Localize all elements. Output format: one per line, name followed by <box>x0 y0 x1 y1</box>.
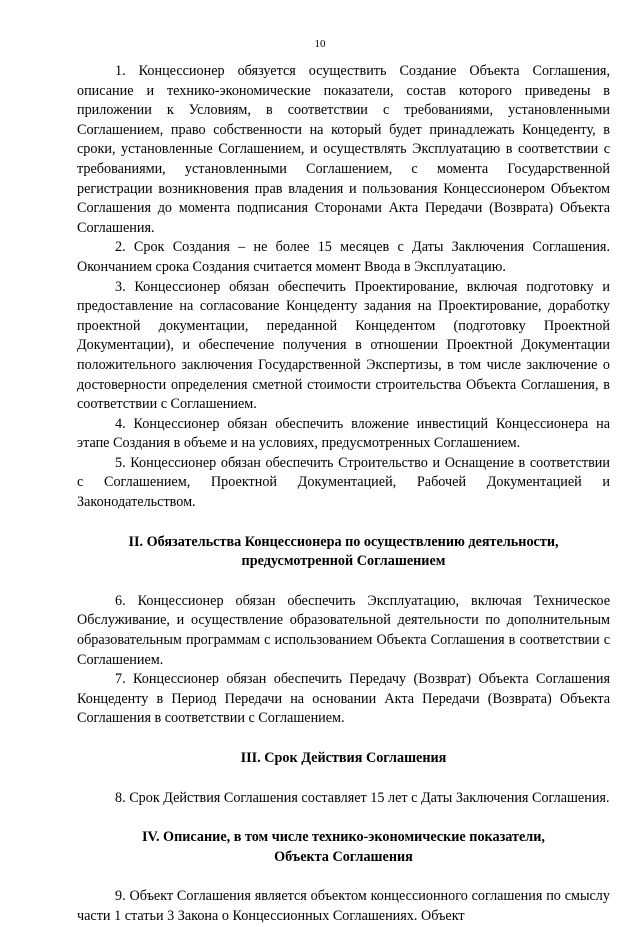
clause-7: 7. Концессионер обязан обеспечить Передачу (Возврат) Объекта Соглашения Концеденту в Период Передачи на основании Акта Передачи (Возврата) Объекта Соглашения в соответствии с Соглашением. <box>77 671 610 727</box>
clause-3: 3. Концессионер обязан обеспечить Проектирование, включая подготовку и предоставление на согласование Концеденту задания на Проектирование, доработку проектной документации, переданной Концедентом (подготовку Проектной Документации), и обеспечение получения в отношении Проектной Документации положительного заключения Государственной Экспертизы, в том числе заключение о достоверности определения сметной стоимости строительства Объекта Соглашения, в соответствии с Соглашением. <box>77 278 610 413</box>
clause-5: 5. Концессионер обязан обеспечить Строительство и Оснащение в соответствии с Соглашением, Проектной Документацией, Рабочей Документацией и Законодательством. <box>77 454 610 511</box>
clause-8: 8. Срок Действия Соглашения составляет 15 лет с Даты Заключения Соглашения. <box>115 789 610 806</box>
document-body <box>77 62 610 927</box>
section-heading-4: IV. Описание, в том числе технико-экономические показатели, Объекта Соглашения <box>142 829 545 865</box>
spacer <box>77 572 610 592</box>
section-heading-3: III. Срок Действия Соглашения <box>240 750 447 766</box>
clause-9: 9. Объект Соглашения является объектом концессионного соглашения по смыслу части 1 статьи 3 Закона о Концессионных Соглашениях. Объект <box>77 888 610 924</box>
clause-2: 2. Срок Создания – не более 15 месяцев с Даты Заключения Соглашения. Окончанием срока Создания считается момент Ввода в Эксплуатацию. <box>77 239 610 275</box>
clause-1: 1. Концессионер обязуется осуществить Создание Объекта Соглашения, описание и технико-экономические показатели, состав которого приведены в приложении к Условиям, в соответствии с требованиями, установленными Соглашением, право собственности на который будет принадлежать Концеденту, в сроки, установленные Соглашением, и осуществлять Эксплуатацию в соответствии с требованиями, установленными Соглашением, с момента Государственной регистрации возникновения прав владения и пользования Концессионером Объектом Соглашения до момента подписания Сторонами Акта Передачи (Возврата) Объекта Соглашения. <box>77 63 610 236</box>
spacer <box>77 769 610 789</box>
section-heading-2: II. Обязательства Концессионера по осуществлению деятельности, предусмотренной Соглашением <box>128 533 559 570</box>
page-number: 10 <box>314 38 326 50</box>
clause-6: 6. Концессионер обязан обеспечить Эксплуатацию, включая Техническое Обслуживание, и осуществление образовательной деятельности по дополнительным образовательным программам с использованием Объекта Соглашения в соответствии с Соглашением. <box>77 592 610 668</box>
spacer <box>77 808 610 828</box>
spacer <box>77 513 610 533</box>
clause-4: 4. Концессионер обязан обеспечить вложение инвестиций Концессионера на этапе Создания в объеме и на условиях, предусмотренных Соглашением. <box>77 415 610 452</box>
spacer <box>77 867 610 887</box>
spacer <box>77 729 610 749</box>
